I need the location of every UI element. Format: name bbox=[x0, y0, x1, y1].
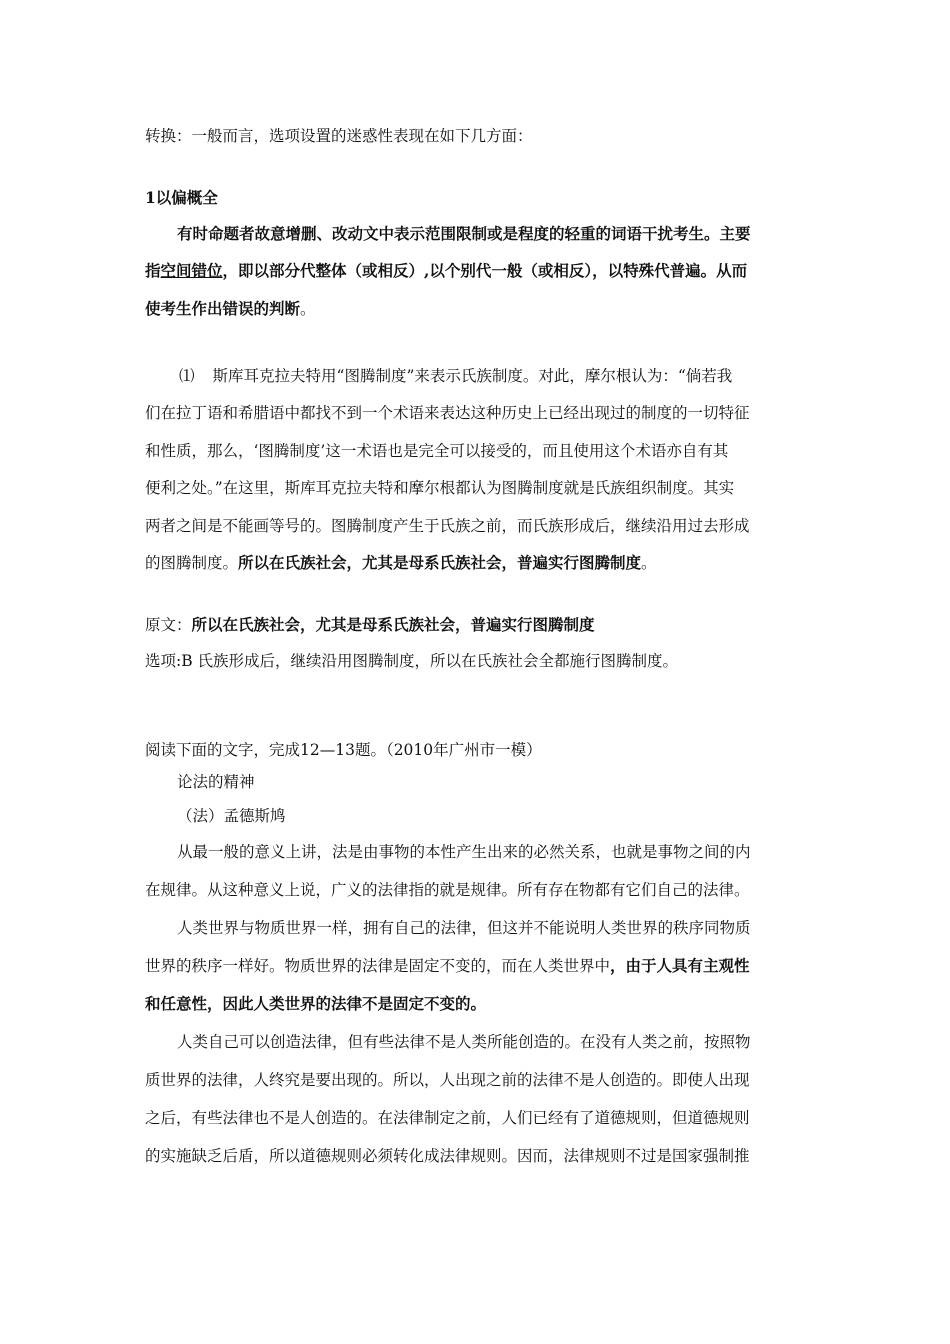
example-line-4: 便利之处。”在这里，斯库耳克拉夫特和摩尔根都认为图腾制度就是氏族组织制度。其实 bbox=[145, 479, 735, 497]
example-line-3: 和性质，那么，‘图腾制度’这一术语也是完全可以接受的，而且使用这个术语亦自有其 bbox=[145, 442, 729, 460]
option-line: 选项:B 氏族形成后，继续沿用图腾制度，所以在氏族社会全都施行图腾制度。 bbox=[145, 652, 679, 670]
paragraph-1-line-1: 从最一般的意义上讲，法是由事物的本性产生出来的必然关系，也就是事物之间的内 bbox=[177, 843, 751, 861]
example-text: 斯库耳克拉夫特用“图腾制度”来表示氏族制度。对此，摩尔根认为：“倘若我 bbox=[212, 367, 733, 385]
paragraph-2-line-3: 和任意性，因此人类世界的法律不是固定不变的。 bbox=[145, 994, 487, 1013]
explanation-line-2 bbox=[145, 261, 747, 281]
example-text: 的图腾制度。 bbox=[145, 554, 239, 572]
example-line-2: 们在拉丁语和希腊语中都找不到一个术语来表达这种历史上已经出现过的制度的一切特征 bbox=[145, 404, 750, 422]
reading-author: （法）孟德斯鸠 bbox=[177, 807, 286, 825]
paragraph-bold-text: ，由于人具有主观性 bbox=[610, 956, 750, 975]
paragraph-2-line-1: 人类世界与物质世界一样，拥有自己的法律，但这并不能说明人类世界的秩序同物质 bbox=[177, 919, 751, 937]
explanation-text: 指 bbox=[145, 261, 161, 280]
paragraph-text: 世界的秩序一样好。物质世界的法律是固定不变的，而在人类世界中 bbox=[145, 957, 611, 975]
explanation-line-1: 有时命题者故意增删、改动文中表示范围限制或是程度的轻重的词语干扰考生。主要 bbox=[177, 224, 751, 243]
section-heading: 1以偏概全 bbox=[145, 188, 218, 207]
paragraph-2-line-2 bbox=[145, 956, 750, 976]
paragraph-3-line-4: 的实施缺乏后盾，所以道德规则必须转化成法律规则。因而，法律规则不过是国家强制推 bbox=[145, 1147, 750, 1165]
explanation-text: ，即以部分代整体（或相反）,以个别代一般（或相反），以特殊代普遍。从而 bbox=[222, 261, 748, 280]
original-label: 原文： bbox=[145, 616, 192, 634]
example-marker: ⑴ bbox=[179, 367, 195, 385]
paragraph-1-line-2: 在规律。从这种意义上说，广义的法律指的就是规律。所有存在物都有它们自己的法律。 bbox=[145, 881, 750, 899]
reading-instruction: 阅读下面的文字，完成12—13题。（2010年广州市一模） bbox=[145, 741, 542, 759]
period: 。 bbox=[300, 300, 316, 318]
paragraph-3-line-2: 质世界的法律，人终究是要出现的。所以，人出现之前的法律不是人创造的。即使人出现 bbox=[145, 1071, 750, 1089]
paragraph-3-line-1: 人类自己可以创造法律，但有些法律不是人类所能创造的。在没有人类之前，按照物 bbox=[177, 1033, 751, 1051]
example-line-6 bbox=[145, 553, 657, 573]
reading-title: 论法的精神 bbox=[177, 773, 255, 791]
original-line bbox=[145, 615, 595, 635]
example-line-1 bbox=[179, 366, 732, 386]
original-text: 所以在氏族社会，尤其是母系氏族社会，普遍实行图腾制度 bbox=[191, 615, 595, 634]
period: 。 bbox=[641, 554, 657, 572]
example-bold-text: 所以在氏族社会，尤其是母系氏族社会，普遍实行图腾制度 bbox=[238, 553, 642, 572]
intro-line: 转换：一般而言，选项设置的迷惑性表现在如下几方面： bbox=[145, 127, 533, 145]
explanation-text: 使考生作出错误的判断 bbox=[145, 299, 301, 318]
paragraph-3-line-3: 之后，有些法律也不是人创造的。在法律制定之前，人们已经有了道德规则，但道德规则 bbox=[145, 1109, 750, 1127]
underlined-term: 空间错位 bbox=[160, 261, 223, 280]
example-line-5: 两者之间是不能画等号的。图腾制度产生于氏族之前，而氏族形成后，继续沿用过去形成 bbox=[145, 517, 750, 535]
explanation-line-3 bbox=[145, 299, 316, 319]
